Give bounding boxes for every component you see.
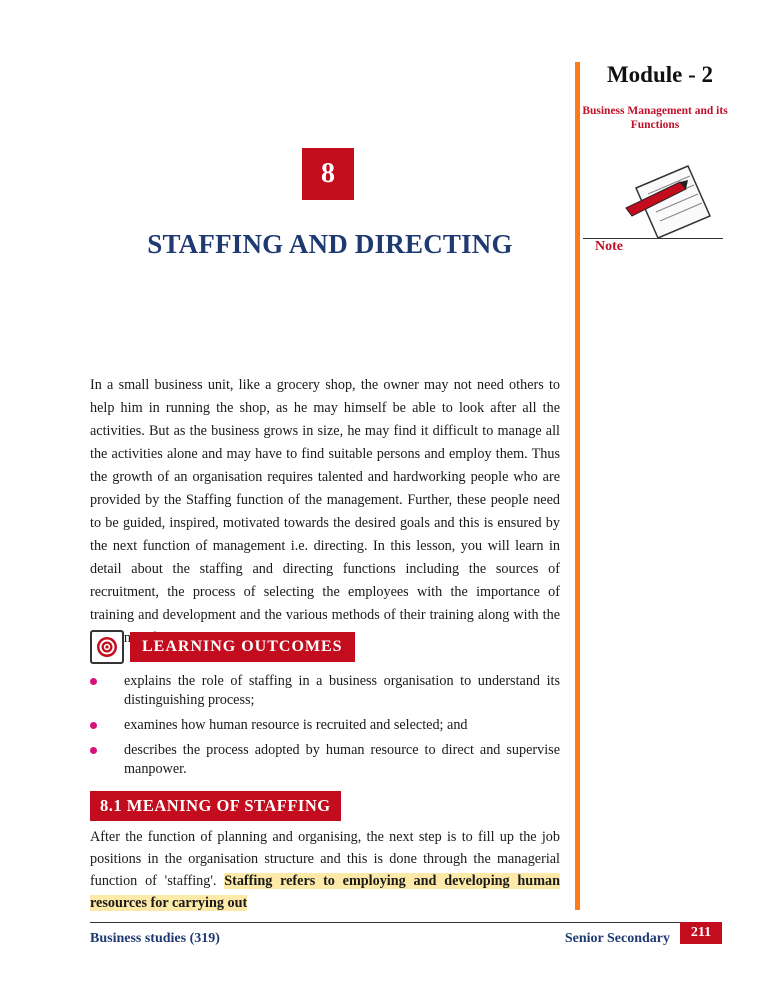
section-title: 8.1 MEANING OF STAFFING [90,791,341,821]
highlighted-definition: Staffing refers to employing and developing human resources for carrying out [90,873,560,911]
outcome-text: examines how human resource is recruited and selected; and [124,717,468,733]
bullet-icon [90,722,97,729]
note-label: Note [595,239,623,254]
section-text: After the function of planning and organising, the next step is to fill up the job positions in the organisation structure and this is done through the managerial function of 'staffing'. [90,829,560,889]
learning-outcomes-list [90,672,560,785]
list-item [90,741,560,779]
module-title: Module - 2 [606,62,714,87]
outcome-text: explains the role of staffing in a business organisation to understand its distinguishing process; [124,673,560,708]
bullet-icon [90,678,97,685]
chapter-title: STAFFING AND DIRECTING [147,229,513,259]
notepad-pencil-icon [618,158,718,244]
chapter-number: 8 [302,148,354,200]
footer-level: Senior Secondary [564,931,670,946]
learning-outcomes-title: LEARNING OUTCOMES [130,632,355,662]
bullet-icon [90,747,97,754]
outcome-text: describes the process adopted by human resource to direct and supervise manpower. [124,742,560,777]
target-icon [90,630,124,664]
list-item [90,716,560,735]
learning-outcomes-header [90,630,355,664]
section-paragraph [90,826,560,914]
section-header [90,790,341,822]
page-number: 211 [680,922,722,944]
margin-divider [575,62,580,910]
list-item [90,672,560,710]
footer-rule [90,922,722,923]
footer-course: Business studies (319) [90,931,220,946]
intro-paragraph: In a small business unit, like a grocery shop, the owner may not need others to help him in running the shop, as he may himself be able to look after all the activities. But as the business grows in size, he may find it difficult to manage all the activities alone and may have to find suitable persons and employ them. Thus the growth of an organisation requires talented and hardworking people who are provided by the Staffing function of the management. Further, these people need to be guided, inspired, motivated towards the desired goals and this is ensured by the next function of management i.e. directing. In this lesson, you will learn in detail about the staffing and directing functions including the sources of recruitment, the process of selecting the employees with the importance of training and development and the various methods of their training along with the [90,377,560,623]
module-subtitle: Business Management and its Functions [582,105,728,131]
